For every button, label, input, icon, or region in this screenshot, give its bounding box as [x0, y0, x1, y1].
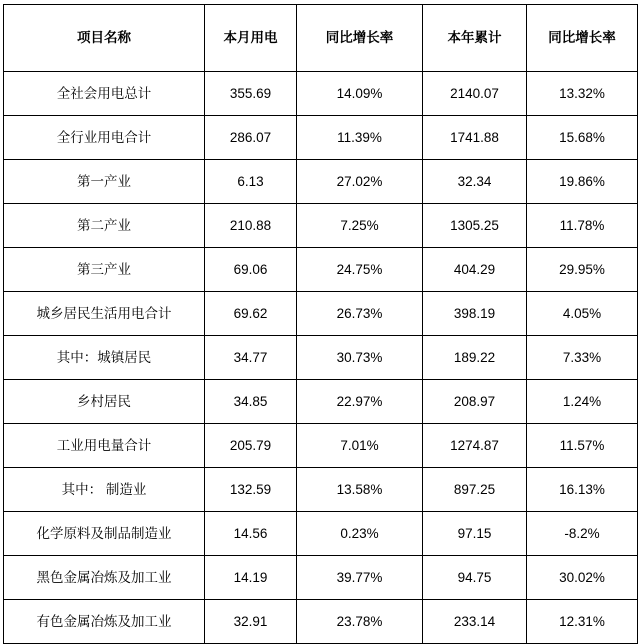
cell-month-growth-rate: 22.97% [297, 380, 423, 424]
table-body [4, 72, 638, 644]
cell-month-growth-rate: 7.01% [297, 424, 423, 468]
cell-month-usage: 210.88 [205, 204, 297, 248]
cell-month-growth-rate: 7.25% [297, 204, 423, 248]
column-header-month-growth-rate: 同比增长率 [297, 5, 423, 72]
cell-month-usage: 69.62 [205, 292, 297, 336]
table-row [4, 424, 638, 468]
cell-year-growth-rate: 19.86% [527, 160, 638, 204]
cell-year-cumulative: 1305.25 [423, 204, 527, 248]
electricity-usage-table [3, 4, 638, 644]
cell-month-growth-rate: 14.09% [297, 72, 423, 116]
table-row [4, 600, 638, 644]
cell-year-growth-rate: -8.2% [527, 512, 638, 556]
table-row [4, 204, 638, 248]
cell-year-growth-rate: 13.32% [527, 72, 638, 116]
table-row [4, 248, 638, 292]
cell-month-growth-rate: 0.23% [297, 512, 423, 556]
cell-month-usage: 205.79 [205, 424, 297, 468]
cell-month-growth-rate: 27.02% [297, 160, 423, 204]
cell-month-growth-rate: 11.39% [297, 116, 423, 160]
cell-month-usage: 6.13 [205, 160, 297, 204]
cell-year-cumulative: 398.19 [423, 292, 527, 336]
cell-year-growth-rate: 7.33% [527, 336, 638, 380]
cell-year-growth-rate: 15.68% [527, 116, 638, 160]
column-header-project-name: 项目名称 [4, 5, 205, 72]
cell-year-growth-rate: 30.02% [527, 556, 638, 600]
cell-year-cumulative: 1274.87 [423, 424, 527, 468]
cell-month-usage: 34.77 [205, 336, 297, 380]
table-row [4, 512, 638, 556]
table-row [4, 160, 638, 204]
row-label: 第一产业 [4, 160, 205, 204]
row-label: 有色金属冶炼及加工业 [4, 600, 205, 644]
cell-year-growth-rate: 29.95% [527, 248, 638, 292]
cell-year-cumulative: 208.97 [423, 380, 527, 424]
row-label: 第三产业 [4, 248, 205, 292]
column-header-year-growth-rate: 同比增长率 [527, 5, 638, 72]
table-row [4, 292, 638, 336]
table-row [4, 116, 638, 160]
cell-year-cumulative: 1741.88 [423, 116, 527, 160]
cell-month-usage: 69.06 [205, 248, 297, 292]
row-label: 乡村居民 [4, 380, 205, 424]
cell-month-usage: 132.59 [205, 468, 297, 512]
cell-month-usage: 286.07 [205, 116, 297, 160]
cell-year-cumulative: 233.14 [423, 600, 527, 644]
cell-year-growth-rate: 4.05% [527, 292, 638, 336]
table-row [4, 556, 638, 600]
cell-month-growth-rate: 30.73% [297, 336, 423, 380]
row-label: 第二产业 [4, 204, 205, 248]
cell-year-growth-rate: 11.78% [527, 204, 638, 248]
cell-year-cumulative: 32.34 [423, 160, 527, 204]
cell-month-growth-rate: 24.75% [297, 248, 423, 292]
cell-year-growth-rate: 16.13% [527, 468, 638, 512]
cell-year-cumulative: 94.75 [423, 556, 527, 600]
row-label: 黑色金属冶炼及加工业 [4, 556, 205, 600]
cell-year-cumulative: 2140.07 [423, 72, 527, 116]
cell-year-growth-rate: 11.57% [527, 424, 638, 468]
row-label: 全社会用电总计 [4, 72, 205, 116]
row-label: 城乡居民生活用电合计 [4, 292, 205, 336]
table-header [4, 5, 638, 72]
cell-month-usage: 14.19 [205, 556, 297, 600]
cell-month-usage: 355.69 [205, 72, 297, 116]
table-header-row [4, 5, 638, 72]
cell-month-growth-rate: 23.78% [297, 600, 423, 644]
cell-month-usage: 32.91 [205, 600, 297, 644]
cell-year-cumulative: 404.29 [423, 248, 527, 292]
row-label: 其中： 制造业 [4, 468, 205, 512]
table-row [4, 72, 638, 116]
cell-year-cumulative: 897.25 [423, 468, 527, 512]
cell-month-usage: 14.56 [205, 512, 297, 556]
table-row [4, 468, 638, 512]
row-label: 化学原料及制品制造业 [4, 512, 205, 556]
cell-year-growth-rate: 1.24% [527, 380, 638, 424]
cell-year-cumulative: 97.15 [423, 512, 527, 556]
cell-month-usage: 34.85 [205, 380, 297, 424]
table-row [4, 380, 638, 424]
cell-month-growth-rate: 39.77% [297, 556, 423, 600]
cell-month-growth-rate: 26.73% [297, 292, 423, 336]
table-row [4, 336, 638, 380]
row-label: 其中：城镇居民 [4, 336, 205, 380]
cell-year-growth-rate: 12.31% [527, 600, 638, 644]
column-header-month-usage: 本月用电 [205, 5, 297, 72]
row-label: 工业用电量合计 [4, 424, 205, 468]
row-label: 全行业用电合计 [4, 116, 205, 160]
column-header-year-cumulative: 本年累计 [423, 5, 527, 72]
cell-year-cumulative: 189.22 [423, 336, 527, 380]
cell-month-growth-rate: 13.58% [297, 468, 423, 512]
